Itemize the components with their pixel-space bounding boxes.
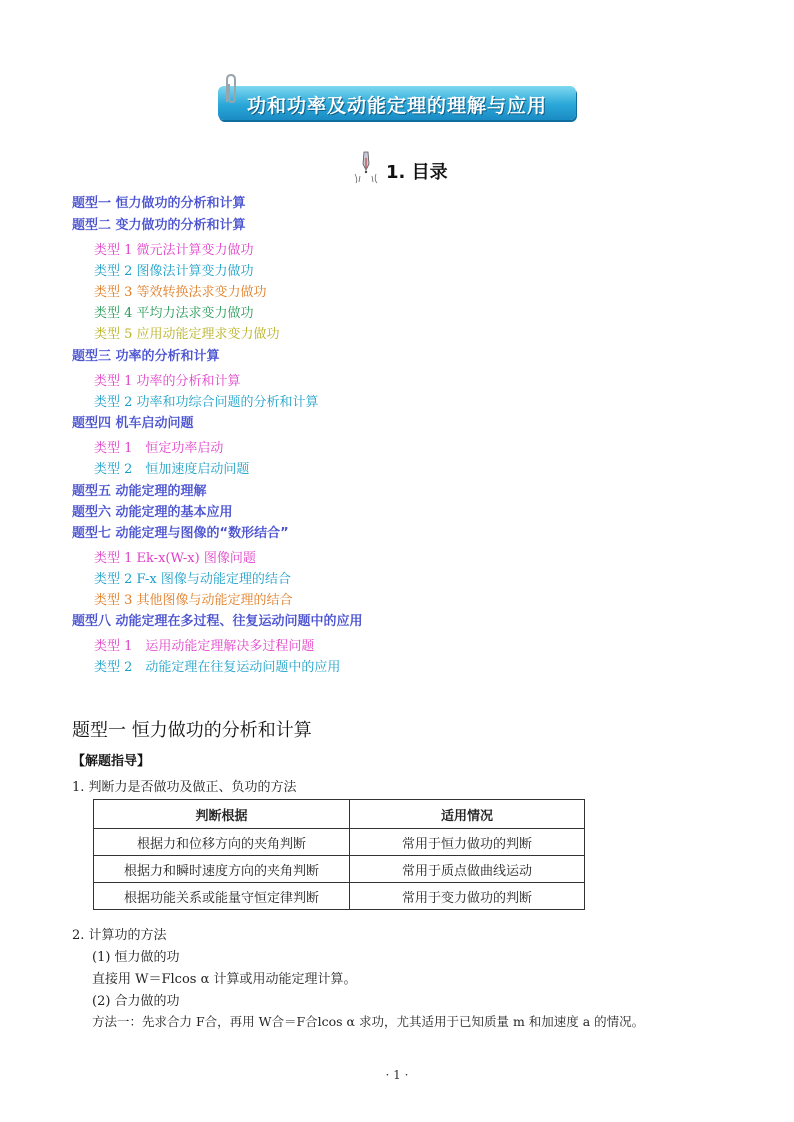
toc-item[interactable]: 题型七 动能定理与图像的“数形结合” <box>72 526 289 541</box>
table-header: 判断根据 <box>94 800 350 829</box>
toc-subitem[interactable]: 类型 4 平均力法求变力做功 <box>94 306 254 321</box>
toc-subitem[interactable]: 类型 2 恒加速度启动问题 <box>94 462 250 477</box>
toc-subitem[interactable]: 类型 2 图像法计算变力做功 <box>94 264 254 279</box>
document-title: 功和功率及动能定理的理解与应用 <box>246 95 547 117</box>
sub-point-1-text: 直接用 W＝Flcos α 计算或用动能定理计算。 <box>92 972 357 987</box>
toc-subitem[interactable]: 类型 5 应用动能定理求变力做功 <box>94 327 280 342</box>
table-cell: 根据力和位移方向的夹角判断 <box>94 829 350 856</box>
toc-item[interactable]: 题型三 功率的分析和计算 <box>72 349 220 364</box>
sub-point-2-text: 方法一：先求合力 F合，再用 W合＝F合lcos α 求功，尤其适用于已知质量 m 和加速度 a 的情况。 <box>92 1014 645 1029</box>
toc-item[interactable]: 题型五 动能定理的理解 <box>72 484 207 499</box>
toc-subitem[interactable]: 类型 1 微元法计算变力做功 <box>94 243 254 258</box>
sub-point-2: (2) 合力做的功 <box>92 994 180 1009</box>
toc-item[interactable]: 题型四 机车启动问题 <box>72 416 194 431</box>
table-row <box>94 856 585 883</box>
table-row <box>94 883 585 910</box>
toc-subitem[interactable]: 类型 1 恒定功率启动 <box>94 441 224 456</box>
toc-subitem[interactable]: 类型 1 Ek-x(W-x) 图像问题 <box>94 551 256 566</box>
page-number: · 1 · <box>385 1068 409 1082</box>
fountain-pen-icon <box>352 150 380 184</box>
toc-heading: 1. 目录 <box>386 162 448 183</box>
toc-subitem[interactable]: 类型 3 其他图像与动能定理的结合 <box>94 593 293 608</box>
sub-point-1: (1) 恒力做的功 <box>92 950 180 965</box>
toc-subitem[interactable]: 类型 1 运用动能定理解决多过程问题 <box>94 639 315 654</box>
table-cell: 常用于恒力做功的判断 <box>350 829 585 856</box>
title-banner <box>218 86 576 120</box>
table-cell: 常用于变力做功的判断 <box>350 883 585 910</box>
guide-label: 【解题指导】 <box>72 754 151 769</box>
toc-subitem[interactable]: 类型 1 功率的分析和计算 <box>94 374 241 389</box>
point-1: 1. 判断力是否做功及做正、负功的方法 <box>72 780 297 795</box>
point-2: 2. 计算功的方法 <box>72 928 167 943</box>
toc-item[interactable]: 题型一 恒力做功的分析和计算 <box>72 196 246 211</box>
toc-subitem[interactable]: 类型 2 功率和功综合问题的分析和计算 <box>94 395 319 410</box>
toc-item[interactable]: 题型八 动能定理在多过程、往复运动问题中的应用 <box>72 614 363 629</box>
table-row <box>94 829 585 856</box>
section-title: 题型一 恒力做功的分析和计算 <box>72 720 312 741</box>
table-cell: 常用于质点做曲线运动 <box>350 856 585 883</box>
table-header: 适用情况 <box>350 800 585 829</box>
paperclip-icon <box>222 72 238 108</box>
toc-subitem[interactable]: 类型 3 等效转换法求变力做功 <box>94 285 267 300</box>
toc-item[interactable]: 题型六 动能定理的基本应用 <box>72 505 233 520</box>
toc-subitem[interactable]: 类型 2 F-x 图像与动能定理的结合 <box>94 572 291 587</box>
table-cell: 根据功能关系或能量守恒定律判断 <box>94 883 350 910</box>
toc-item[interactable]: 题型二 变力做功的分析和计算 <box>72 218 246 233</box>
table-cell: 根据力和瞬时速度方向的夹角判断 <box>94 856 350 883</box>
toc-subitem[interactable]: 类型 2 动能定理在往复运动问题中的应用 <box>94 660 341 675</box>
judgement-table <box>93 799 585 910</box>
